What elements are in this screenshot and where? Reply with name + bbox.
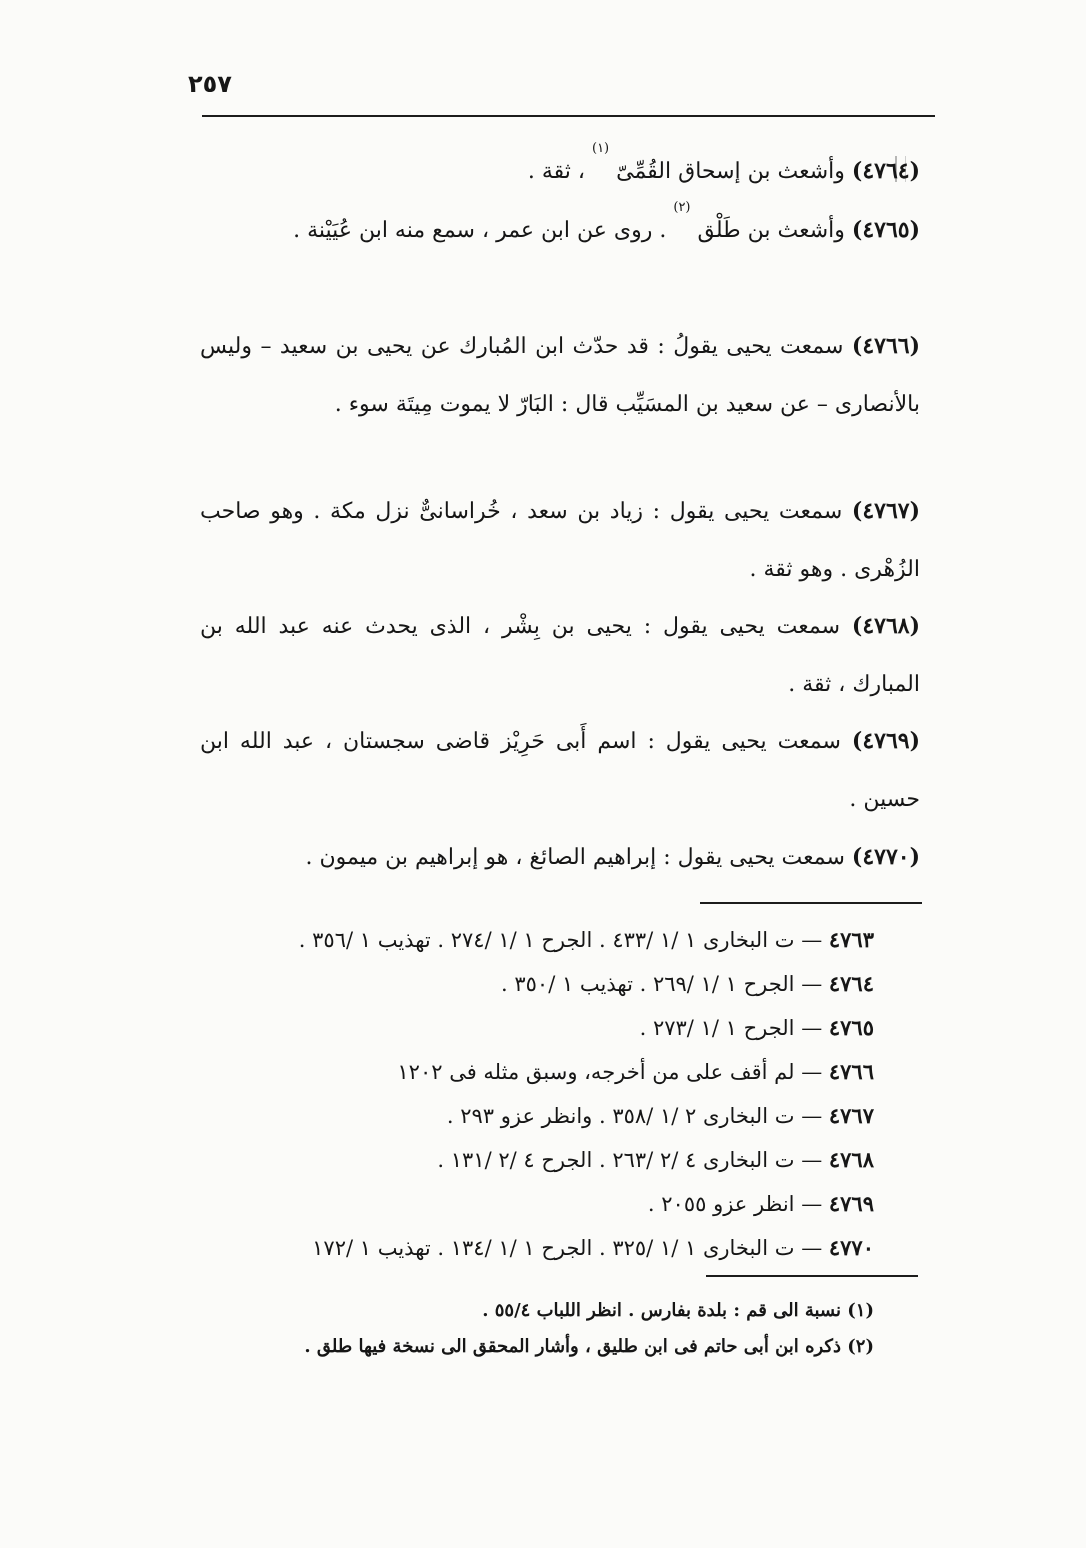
dash: — (801, 1148, 823, 1172)
reference-number: ٤٧٦٤ (828, 971, 874, 996)
entry-4764 (200, 142, 920, 201)
reference-text: الجرح ١ /١ /٢٧٣ . (639, 1016, 795, 1040)
entry-text: سمعت يحيى يقول : يحيى بن بِشْر ، الذى يحدث عنه عبد الله بن المبارك ، ثقة . (200, 614, 920, 697)
footnote-1: (١) نسبة الى قم : بلدة بفارس . انظر اللباب ٥٥/٤ . (482, 1300, 874, 1321)
entry-text: سمعت يحيى يقول : زياد بن سعد ، خُراسانىٌّ نزل مكة . وهو صاحب الزُهْرى . وهو ثقة . (200, 499, 920, 582)
dash: — (801, 1236, 823, 1260)
entry-4769 (200, 712, 920, 829)
reference-number: ٤٧٦٦ (828, 1059, 874, 1084)
reference-number: ٤٧٦٧ (828, 1103, 874, 1128)
reference-number: ٤٧٦٨ (828, 1147, 874, 1172)
dash: — (801, 1104, 823, 1128)
reference-row (174, 1050, 874, 1094)
entry-number: (٤٧٦٦) (851, 333, 921, 359)
entry-text-continued: ، ثقة . (527, 159, 585, 184)
reference-row (174, 918, 874, 962)
footnote-marker: (١) (591, 141, 610, 156)
entry-text: سمعت يحيى يقول : إبراهيم الصائغ ، هو إبراهيم بن ميمون . (305, 845, 845, 870)
reference-row (174, 1094, 874, 1138)
reference-row (174, 1006, 874, 1050)
entry-number: (٤٧٦٧) (851, 498, 921, 524)
dash: — (801, 1192, 823, 1216)
reference-row (174, 1226, 874, 1270)
entry-text: سمعت يحيى يقولُ : قد حدّث ابن المُبارك عن يحيى بن سعيد – وليس بالأنصارى – عن سعيد بن المسَيِّب قال : البَارّ لا يموت مِيتَة سوء . (200, 334, 920, 417)
reference-text: ت البخارى ٢ /١ /٣٥٨ . وانظر عزو ٢٩٣ . (446, 1104, 795, 1128)
entry-number: (٤٧٦٤) (851, 158, 920, 184)
dash: — (801, 1016, 823, 1040)
references-rule (700, 902, 922, 904)
entry-4767 (200, 482, 920, 599)
reference-row (174, 1182, 874, 1226)
footnotes (174, 1293, 874, 1365)
references-list (174, 918, 874, 1270)
footnotes-rule (706, 1275, 918, 1277)
entry-4768 (200, 597, 920, 714)
entry-text: سمعت يحيى يقول : اسم أَبى حَرِيْز قاضى سجستان ، عبد الله ابن حسين . (200, 729, 920, 812)
entry-4770 (200, 828, 920, 887)
dash: — (801, 972, 823, 996)
entry-text: وأشعث بن طَلْق (697, 218, 845, 243)
entry-text: وأشعث بن إسحاق القُمِّىّ (616, 159, 845, 184)
page-number: ٢٥٧ (188, 70, 232, 98)
reference-text: لم أقف على من أخرجه، وسبق مثله فى ١٢٠٢ (397, 1060, 795, 1084)
entry-text-continued: . روى عن ابن عمر ، سمع منه ابن عُيَيْنة . (293, 218, 667, 243)
entry-number: (٤٧٦٨) (851, 613, 920, 639)
entry-number: (٤٧٦٩) (851, 728, 920, 754)
reference-text: ت البخارى ١ /١ /٣٢٥ . الجرح ١ /١ /١٣٤ . تهذيب ١ /١٧٢ (312, 1236, 795, 1260)
footnote-2: (٢) ذكره ابن أبى حاتم فى ابن طليق ، وأشار المحقق الى نسخة فيها طلق . (304, 1336, 874, 1357)
reference-text: ت البخارى ١ /١ /٤٣٣ . الجرح ١ /١ /٢٧٤ . تهذيب ١ /٣٥٦ . (298, 928, 795, 952)
entry-number: (٤٧٦٥) (851, 217, 920, 243)
reference-text: الجرح ١ /١ /٢٦٩ . تهذيب ١ /٣٥٠ . (500, 972, 795, 996)
reference-text: ت البخارى ٤ /٢ /٢٦٣ . الجرح ٤ /٢ /١٣١ . (437, 1148, 795, 1172)
dash: — (801, 1060, 823, 1084)
reference-row (174, 962, 874, 1006)
entry-4765 (200, 201, 920, 260)
reference-number: ٤٧٧٠ (828, 1235, 874, 1260)
reference-number: ٤٧٦٣ (828, 927, 874, 952)
entry-number: (٤٧٧٠) (851, 844, 920, 870)
reference-number: ٤٧٦٥ (828, 1015, 874, 1040)
reference-text: انظر عزو ٢٠٥٥ . (647, 1192, 795, 1216)
reference-number: ٤٧٦٩ (828, 1191, 874, 1216)
entry-4766 (200, 317, 920, 434)
footnote-marker: (٢) (673, 200, 691, 215)
header-rule (202, 115, 935, 117)
dash: — (801, 928, 823, 952)
reference-row (174, 1138, 874, 1182)
